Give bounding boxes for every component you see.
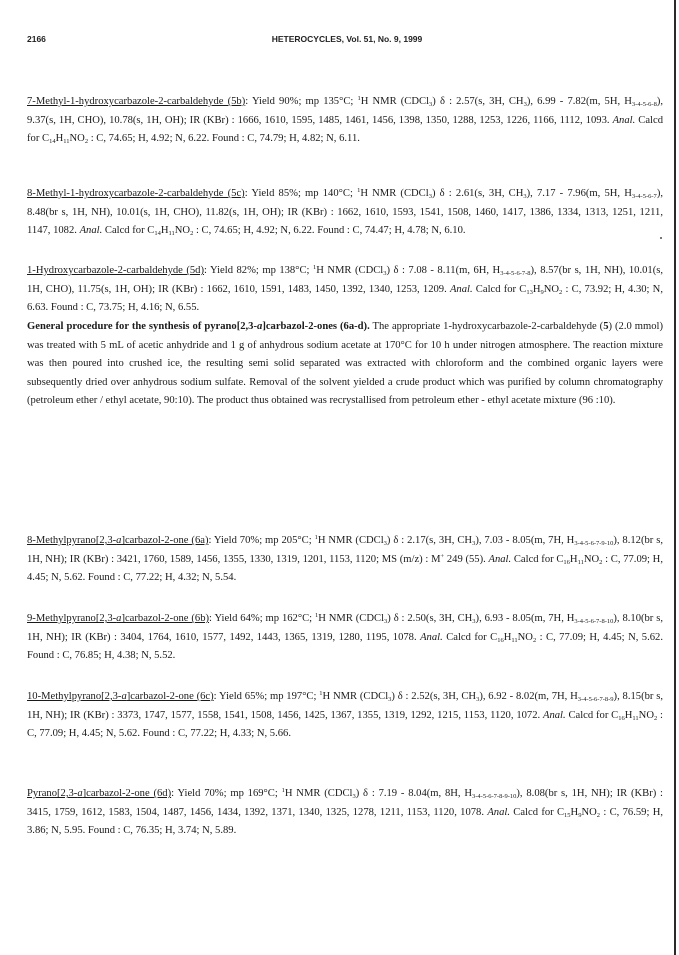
compound-entry-5d: 1-Hydroxycarbazole-2-carbaldehyde (5d): Yield 82%; mp 138°C; $^1$H NMR (CDCl$_3$) δ : 7.08 - 8.11(m, 6H, $H_{3-4-5-6-7-8}$), 8.57(br s, 1H, NH), 10.01(s, 1H, CHO), 11.75(s, 1H, OH); IR (KBr) : 1662, 1610, 1591, 1483, 1450, 1392, 1340, 1253, 1209. Anal. Calcd for $C_{13}H_9NO_2$ : C, 73.92; H, 4.30; N, 6.63. Found : C, 73.75; H, 4.16; N, 6.55. [27, 264, 663, 314]
compound-name: Pyrano[2,3-a]carbazol-2-one (6d) [27, 788, 172, 799]
page-edge-line [674, 0, 676, 955]
page-number: 2166 [27, 34, 46, 44]
compound-entry-5b: 7-Methyl-1-hydroxycarbazole-2-carbaldehyde (5b): Yield 90%; mp 135°C; $^1$H NMR (CDCl$_3$) δ : 2.57(s, 3H, $CH_3$), 6.99 - 7.82(m, 5H, $H_{3-4-5-6-8}$), 9.37(s, 1H, CHO), 10.78(s, 1H, OH); IR (KBr) : 1666, 1610, 1595, 1485, 1461, 1456, 1398, 1350, 1288, 1253, 1226, 1166, 1112, 1093. Anal. Calcd for $C_{14}H_{11}NO_2$ : C, 74.65; H, 4.92; N, 6.22. Found : C, 74.79; H, 4.82; N, 6.11. [27, 95, 664, 146]
compound-name: 7-Methyl-1-hydroxycarbazole-2-carbaldehyde (5b) [27, 96, 246, 107]
general-procedure: General procedure for the synthesis of pyrano[2,3-a]carbazol-2-ones (6a-d). The appropriate 1-hydroxycarbazole-2-carbaldehyde (5) (2.0 mmol) was treated with 5 mL of acetic anhydride and 1 g of anhydrous sodium acetate at 170°C for 10 h under nitrogen atmosphere. The reaction mixture was then poured into crushed ice, the resulting semi solid separated was extracted with chloroform and the combined organic layers were subsequently dried over anhydrous sodium sulfate. Removal of the solvent yielded a crude product which was purified by column chromatography (petroleum ether / ethyl acetate, 90:10). The product thus obtained was recrystallised from petroleum ether - ethyl acetate mixture (96 :10). [27, 321, 664, 407]
compound-name: 1-Hydroxycarbazole-2-carbaldehyde (5d) [27, 265, 205, 276]
compound-name: 8-Methyl-1-hydroxycarbazole-2-carbaldehyde (5c) [27, 188, 245, 199]
compound-entry-6a: 8-Methylpyrano[2,3-a]carbazol-2-one (6a): Yield 70%; mp 205°C; $^1$H NMR (CDCl$_3$) δ : 2.17(s, 3H, $CH_3$), 7.03 - 8.05(m, 7H, $H_{3-4-5-6-7-9-10}$), 8.12(br s, 1H, NH); IR (KBr) : 3421, 1760, 1589, 1456, 1355, 1330, 1319, 1201, 1153, 1120; MS (m/z) : M+ 249 (55). Anal. Calcd for $C_{16}H_{11}NO_2$ : C, 77.09; H, 4.45; N, 5.62. Found : C, 77.22; H, 4.32; N, 5.54. [27, 534, 664, 584]
page-header [27, 34, 667, 48]
compound-name: 8-Methylpyrano[2,3-a]carbazol-2-one (6a) [27, 535, 209, 546]
compound-name: 10-Methylpyrano[2,3-a]carbazol-2-one (6c) [27, 691, 214, 702]
compound-name: 9-Methylpyrano[2,3-a]carbazol-2-one (6b) [27, 613, 210, 624]
compound-entry-6b: 9-Methylpyrano[2,3-a]carbazol-2-one (6b): Yield 64%; mp 162°C; $^1$H NMR (CDCl$_3$) δ : 2.50(s, 3H, $CH_3$), 6.93 - 8.05(m, 7H, $H_{3-4-5-6-7-8-10}$), 8.10(br s, 1H, NH); IR (KBr) : 3404, 1764, 1610, 1577, 1492, 1443, 1365, 1319, 1280, 1195, 1078. Anal. Calcd for $C_{16}H_{11}NO_2$ : C, 77.09; H, 4.45; N, 5.62. Found : C, 76.85; H, 4.38; N, 5.52. [27, 612, 663, 662]
compound-entry-6d: Pyrano[2,3-a]carbazol-2-one (6d): Yield 70%; mp 169°C; $^1$H NMR (CDCl$_3$) δ : 7.19 - 8.04(m, 8H, $H_{3-4-5-6-7-8-9-10}$), 8.08(br s, 1H, NH); IR (KBr) : 3415, 1759, 1612, 1583, 1504, 1487, 1456, 1434, 1392, 1371, 1340, 1325, 1278, 1211, 1153, 1120, 1078. Anal. Calcd for $C_{15}H_9NO_2$ : C, 76.59; H, 3.86; N, 5.95. Found : C, 76.35; H, 3.74; N, 5.89. [27, 787, 663, 837]
journal-title: HETEROCYCLES, Vol. 51, No. 9, 1999 [271, 34, 423, 44]
section-heading: General procedure for the synthesis of pyrano[2,3-a]carbazol-2-ones (6a-d). [27, 321, 370, 332]
compound-entry-5c: 8-Methyl-1-hydroxycarbazole-2-carbaldehyde (5c): Yield 85%; mp 140°C; $^1$H NMR (CDCl$_3$) δ : 2.61(s, 3H, $CH_3$), 7.17 - 7.96(m, 5H, $H_{3-4-5-6-7}$), 8.48(br s, 1H, NH), 10.01(s, 1H, CHO), 11.82(s, 1H, OH); IR (KBr) : 1662, 1610, 1593, 1541, 1508, 1460, 1417, 1386, 1334, 1313, 1251, 1211, 1147, 1082. Anal. Calcd for $C_{14}H_{11}NO_2$ : C, 74.65; H, 4.92; N, 6.22. Found : C, 74.47; H, 4.78; N, 6.10. [27, 187, 663, 238]
compound-entry-6c: 10-Methylpyrano[2,3-a]carbazol-2-one (6c): Yield 65%; mp 197°C; $^1$H NMR (CDCl$_3$) δ : 2.52(s, 3H, $CH_3$), 6.92 - 8.02(m, 7H, $H_{3-4-5-6-7-8-9}$), 8.15(br s, 1H, NH); IR (KBr) : 3373, 1747, 1577, 1558, 1541, 1508, 1456, 1425, 1367, 1355, 1319, 1292, 1215, 1153, 1120, 1072. Anal. Calcd for $C_{16}H_{11}NO_2$ : C, 77.09; H, 4.45; N, 5.62. Found : C, 77.22; H, 4.33; N, 5.66. [27, 690, 663, 740]
